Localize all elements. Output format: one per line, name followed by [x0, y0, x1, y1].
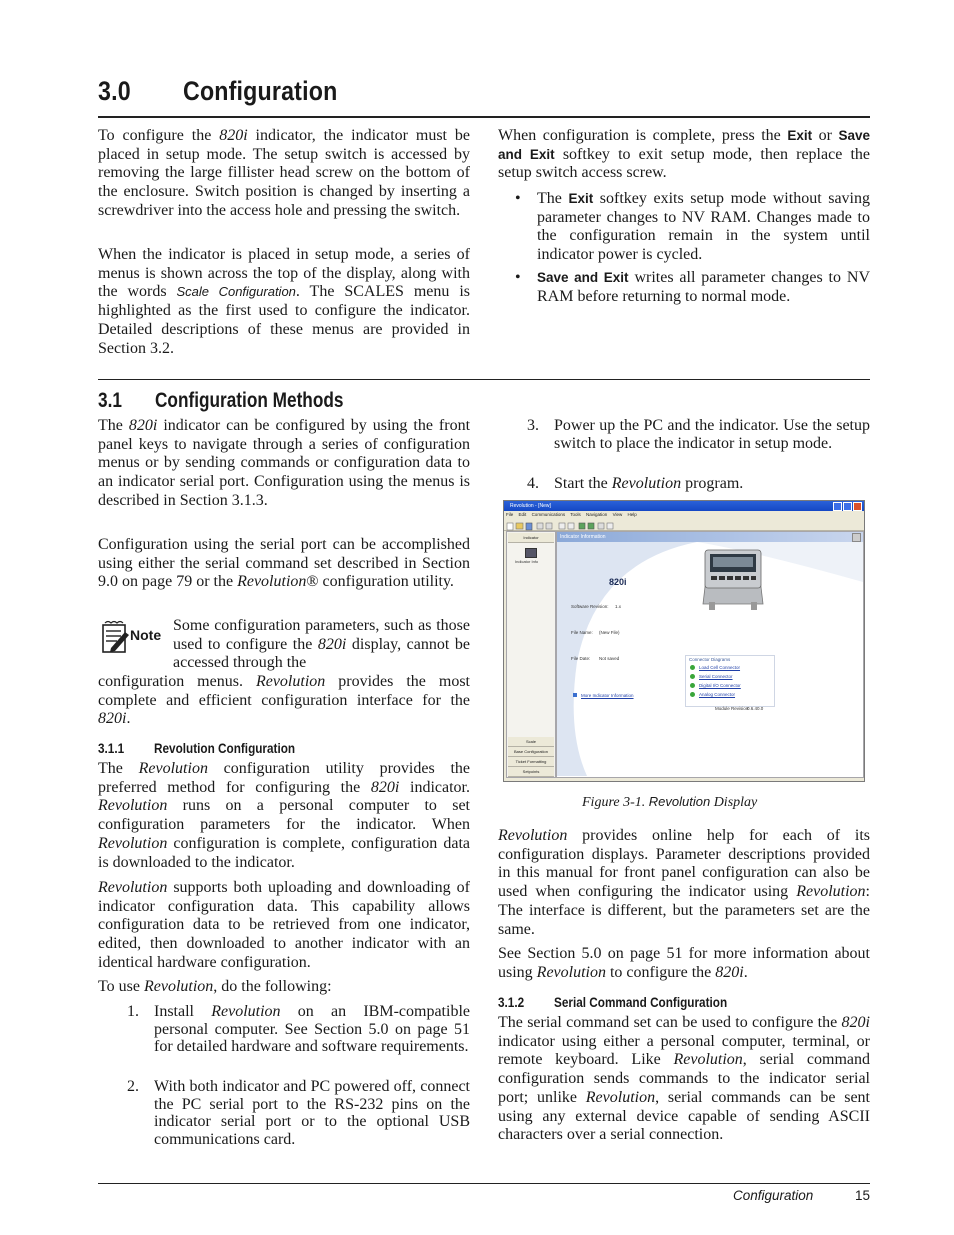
serial-connector-link[interactable]: Serial Connector: [699, 674, 733, 679]
step-number: 3.: [527, 417, 539, 434]
connector-diagrams-box: [685, 655, 775, 707]
menu-communications[interactable]: Communications: [531, 512, 566, 517]
pane-title: Indicator Information: [557, 532, 863, 542]
menu-help[interactable]: Help: [627, 512, 637, 517]
subsection-title: Revolution Configuration: [154, 740, 296, 756]
file-date-value: Not saved: [599, 656, 620, 661]
step-1: Install Revolution on an IBM-compatible personal computer. See Section 5.0 on page 51 for detailed hardware and software requirements.: [154, 1003, 470, 1055]
s31-paragraph-2: Configuration using the serial port can be accomplished using either the serial command set described in Section 9.0 on page 79 or the Revolution® configuration utility.: [98, 536, 470, 591]
step-number: 4.: [527, 475, 539, 492]
revolution-screenshot: [503, 500, 865, 782]
footer-rule: [98, 1183, 870, 1184]
note-label: Note: [130, 627, 162, 643]
module-revision-label: Module Revision:: [715, 706, 750, 711]
window-titlebar: Revolution - [New]: [504, 501, 864, 511]
s311-paragraph-3: To use Revolution, do the following:: [98, 978, 332, 995]
info-icon: [573, 693, 577, 697]
indicator-info-icon[interactable]: [525, 548, 537, 558]
nav-indicator-header[interactable]: Indicator: [508, 533, 554, 543]
model-name: 820i: [609, 577, 627, 587]
chapter-title: Configuration: [183, 76, 338, 106]
load-cell-connector-link[interactable]: Load Cell Connector: [699, 665, 741, 670]
indicator-device-image: [697, 546, 769, 616]
s311-paragraph-2: Revolution supports both uploading and downloading of indicator configuration data. This capability allows configuration data to be retrieved from one indicator, edited, then downloaded to another indicator with an identical hardware configuration.: [98, 879, 470, 971]
subsection-number: 3.1.2: [498, 994, 525, 1010]
connector-diagrams-header: Connector Diagrams: [689, 657, 731, 662]
menu-view[interactable]: View: [612, 512, 623, 517]
s311-paragraph-5: See Section 5.0 on page 51 for more information about using Revolution to configure the 820i.: [498, 945, 870, 981]
figure-caption: Figure 3-1. Revolution Display: [582, 794, 758, 810]
s311-paragraph-1: The Revolution configuration utility provides the preferred method for configuring the 820i indicator. Revolution runs on a personal computer to set configuration parameters for the indicator. When Revolution configuration is complete, configuration data is downloaded to the indicator.: [98, 760, 470, 871]
step-4: Start the Revolution program.: [554, 475, 744, 492]
file-date-label: File Date:: [571, 656, 591, 661]
s31-paragraph-1: The 820i indicator can be configured by using the front panel keys to navigate through a series of configuration menus or by sending commands or configuration data to an indicator serial port. Configuration using the menus is described in Section 3.1.3.: [98, 417, 471, 509]
section-number: 3.1: [98, 389, 122, 412]
section-title: Configuration Methods: [155, 389, 344, 412]
intro-right-paragraph: When configuration is complete, press the Exit or Save and Exit softkey to exit setup mode, then replace the setup switch access screw.: [498, 127, 871, 182]
module-revision-value: 0.6.40.0: [747, 706, 764, 711]
file-name-value: (New File): [599, 630, 620, 635]
bullet-marker: •: [515, 190, 521, 207]
step-3: Power up the PC and the indicator. Use the setup switch to place the indicator in setup mode.: [554, 417, 870, 452]
note-text-bottom: configuration menus. Revolution provides the most complete and efficient configuration interface for the 820i.: [98, 673, 471, 728]
intro-paragraph-1: To configure the 820i indicator, the indicator must be placed in setup mode. The setup switch is accessed by removing the large fillister head screw on the bottom of the enclosure. Switch position is changed by inserting a screwdriver into the access hole and pressing the switch.: [98, 127, 470, 219]
minimize-icon[interactable]: [833, 502, 842, 511]
software-revision-value: 1.x: [615, 604, 622, 609]
software-revision-label: Software Revision:: [571, 604, 609, 609]
chapter-rule: [98, 116, 870, 118]
connector-icon: [690, 692, 695, 697]
footer-section: Configuration: [733, 1188, 814, 1203]
menu-edit[interactable]: Edit: [518, 512, 527, 517]
indicator-information-pane: [556, 531, 864, 778]
more-indicator-information-link[interactable]: More Indicator Information: [581, 693, 634, 698]
navigation-pane: [506, 531, 556, 778]
menu-navigation[interactable]: Navigation: [586, 512, 608, 517]
menu-bar: [504, 511, 864, 519]
nav-ticket-formatting[interactable]: Ticket Formatting: [508, 757, 554, 767]
step-number: 2.: [127, 1078, 139, 1095]
close-icon[interactable]: [853, 502, 862, 511]
maximize-icon[interactable]: [843, 502, 852, 511]
nav-indicator-info[interactable]: Indicator Info: [515, 559, 539, 564]
subsection-title: Serial Command Configuration: [554, 994, 728, 1010]
analog-connector-link[interactable]: Analog Connector: [699, 692, 736, 697]
bullet-exit: The Exit softkey exits setup mode without saving parameter changes to NV RAM. Changes made to the configuration remain in the system until indicator power is cycled.: [537, 190, 870, 264]
bullet-save-and-exit: Save and Exit writes all parameter changes to NV RAM before returning to normal mode.: [537, 269, 870, 305]
menu-tools[interactable]: Tools: [570, 512, 581, 517]
digital-io-connector-link[interactable]: Digital I/O Connector: [699, 683, 741, 688]
nav-setpoints[interactable]: Setpoints: [508, 767, 554, 777]
step-number: 1.: [127, 1003, 139, 1020]
connector-icon: [690, 683, 695, 688]
page-number: 15: [855, 1188, 871, 1203]
file-name-label: File Name:: [571, 630, 593, 635]
nav-base-configuration[interactable]: Base Configuration: [508, 747, 554, 757]
menu-file[interactable]: File: [506, 512, 514, 517]
s312-paragraph-1: The serial command set can be used to configure the 820i indicator using either a personal computer, terminal, or remote keyboard. Like Revolution, serial command configuration sends commands to the indicator serial port; unlike Revolution, serial commands can be sent using any external device capable of sending ASCII characters over a serial connection.: [498, 1014, 870, 1144]
connector-icon: [690, 674, 695, 679]
connector-icon: [690, 665, 695, 670]
subsection-number: 3.1.1: [98, 740, 125, 756]
nav-scale[interactable]: Scale: [508, 737, 554, 747]
section-rule: [98, 379, 870, 380]
intro-paragraph-2: When the indicator is placed in setup mode, a series of menus is shown across the top of the display, along with the words Scale Configuration. The SCALES menu is highlighted as the first used to configure the indicator. Detailed descriptions of these menus are provided in Section 3.2.: [98, 246, 470, 357]
s311-paragraph-4: Revolution provides online help for each of its configuration displays. Parameter descriptions provided in this manual for front panel configuration can also be used when configuring the indicator using Revolution: The interface is different, but the parameters set are the same.: [498, 827, 870, 938]
note-text-top: Some configuration parameters, such as those used to configure the 820i display, cannot be accessed through the: [173, 617, 470, 672]
toolbar: [504, 519, 864, 531]
chapter-number: 3.0: [98, 76, 131, 106]
step-2: With both indicator and PC powered off, connect the PC serial port to the RS-232 pins on the indicator serial port or to the optional USB communications card.: [154, 1078, 470, 1148]
pane-close-icon[interactable]: [852, 533, 861, 542]
bullet-marker: •: [515, 269, 521, 286]
